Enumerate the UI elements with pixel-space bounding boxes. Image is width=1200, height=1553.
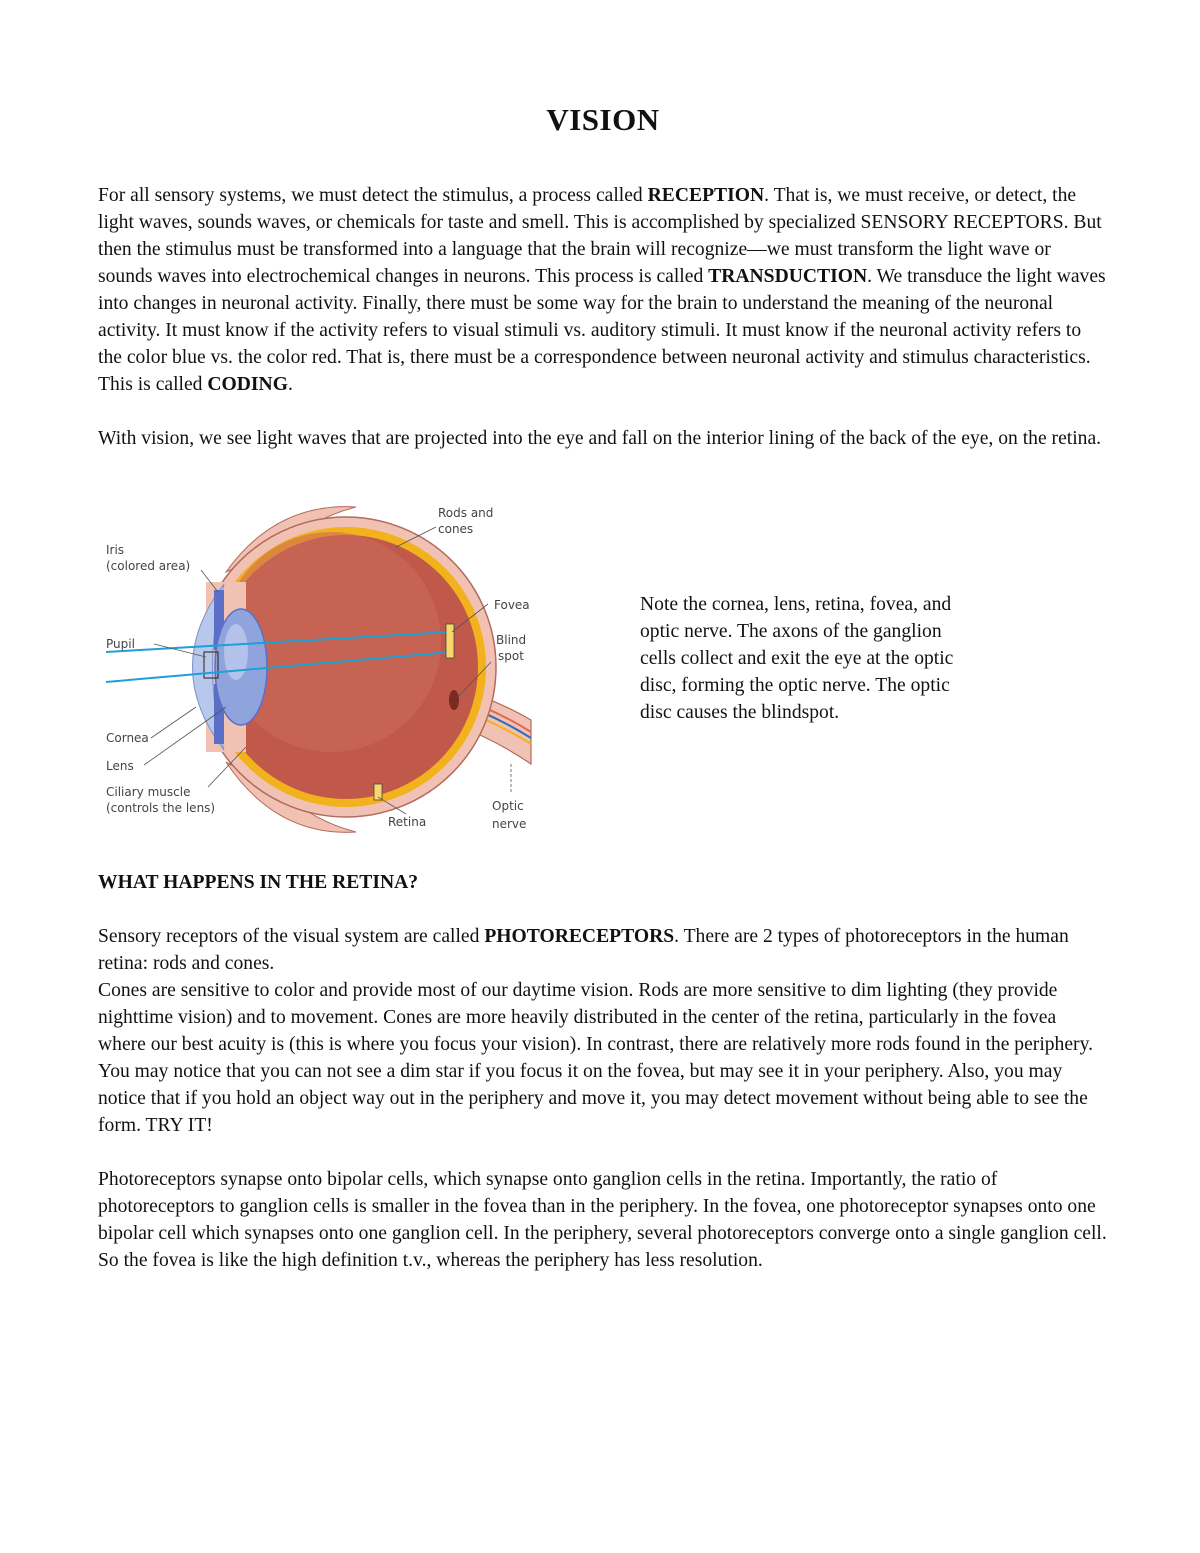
keyword-coding: CODING [207, 374, 288, 395]
keyword-reception: RECEPTION [647, 185, 765, 206]
label-ciliary-2: (controls the lens) [106, 801, 216, 815]
label-cornea: Cornea [106, 731, 149, 745]
synapse-paragraph: Photoreceptors synapse onto bipolar cells, which synapse onto ganglion cells in the retina. Importantly, the ratio of photoreceptors to ganglion cells is smaller in the fovea than in the periphery. In the fovea, one photoreceptor synapses onto one bipolar cell which synapses onto one ganglion cell. In the periphery, several photoreceptors converge onto a single ganglion cell. So the fovea is like the high definition t.v., whereas the periphery has less resolution. [98, 1169, 1107, 1271]
intro-text-1: For all sensory systems, we must detect the stimulus, a process called [98, 185, 648, 206]
section-heading: WHAT HAPPENS IN THE RETINA? [98, 872, 419, 893]
vision-paragraph: With vision, we see light waves that are projected into the eye and fall on the interior lining of the back of the eye, on the retina. [98, 428, 1102, 449]
label-optic-nerve-2: nerve [492, 817, 527, 831]
label-pupil: Pupil [106, 637, 135, 651]
intro-text-3: . We transduce the light waves into changes in neuronal activity. Finally, there must be some way for the brain to understand the meaning of the neuronal activity. It must know if the activity refers to visual stimuli vs. auditory stimuli. It must know if the neuronal activity refers to the color blue vs. the color red. That is, there must be a correspondence between neuronal activity and stimulus characteristics. This is called [98, 266, 1106, 395]
keyword-transduction: TRANSDUCTION [708, 266, 868, 287]
fovea-mark [446, 624, 454, 658]
label-ciliary-1: Ciliary muscle [106, 785, 191, 799]
label-blind-spot-2: spot [498, 649, 524, 663]
photoreceptors-paragraph [98, 923, 1108, 977]
label-rods-cones-2: cones [438, 522, 474, 536]
page-title: VISION [546, 102, 660, 137]
intro-text-2: . That is, we must receive, or detect, the light waves, sounds waves, or chemicals for taste and smell. This is accomplished by specialized SENSORY RECEPTORS. But then the stimulus must be transformed into a language that the brain will recognize—we must transform the light wave or sounds waves into electrochemical changes in neurons. This process is called [98, 185, 1102, 287]
retina-mark [374, 784, 382, 800]
blind-spot [449, 690, 459, 710]
label-fovea: Fovea [494, 598, 530, 612]
label-iris-1: Iris [106, 543, 125, 557]
label-retina: Retina [388, 815, 427, 829]
intro-text-4: . [287, 374, 293, 395]
retina-text-1: Sensory receptors of the visual system are called [98, 926, 485, 947]
keyword-photoreceptors: PHOTORECEPTORS [484, 926, 675, 947]
diagram-note: Note the cornea, lens, retina, fovea, and optic nerve. The axons of the ganglion cells collect and exit the eye at the optic disc, forming the optic nerve. The optic disc causes the blindspot. [640, 594, 954, 723]
label-lens: Lens [106, 759, 134, 773]
figure-row [98, 492, 1108, 844]
label-optic-nerve-1: Optic [492, 799, 524, 813]
label-iris-2: (colored area) [106, 559, 191, 573]
label-blind-spot-1: Blind [496, 633, 527, 647]
retina-text-2: . There are 2 types of photoreceptors in the human retina: rods and cones. [98, 926, 1069, 974]
eye-diagram [106, 492, 536, 844]
label-rods-cones-1: Rods and [438, 506, 494, 520]
document-page [98, 100, 1108, 1274]
cones-rods-paragraph: Cones are sensitive to color and provide most of our daytime vision. Rods are more sensitive to dim lighting (they provide nighttime vision) and to movement. Cones are more heavily distributed in the center of the retina, particularly in the fovea where our best acuity is (this is where you focus your vision). In contrast, there are relatively more rods found in the periphery. You may notice that you can not see a dim star if you focus it on the fovea, but may see it in your periphery. Also, you may notice that if you hold an object way out in the periphery and move it, you may detect movement without being able to see the form. TRY IT! [98, 980, 1093, 1136]
intro-paragraph [98, 182, 1108, 398]
